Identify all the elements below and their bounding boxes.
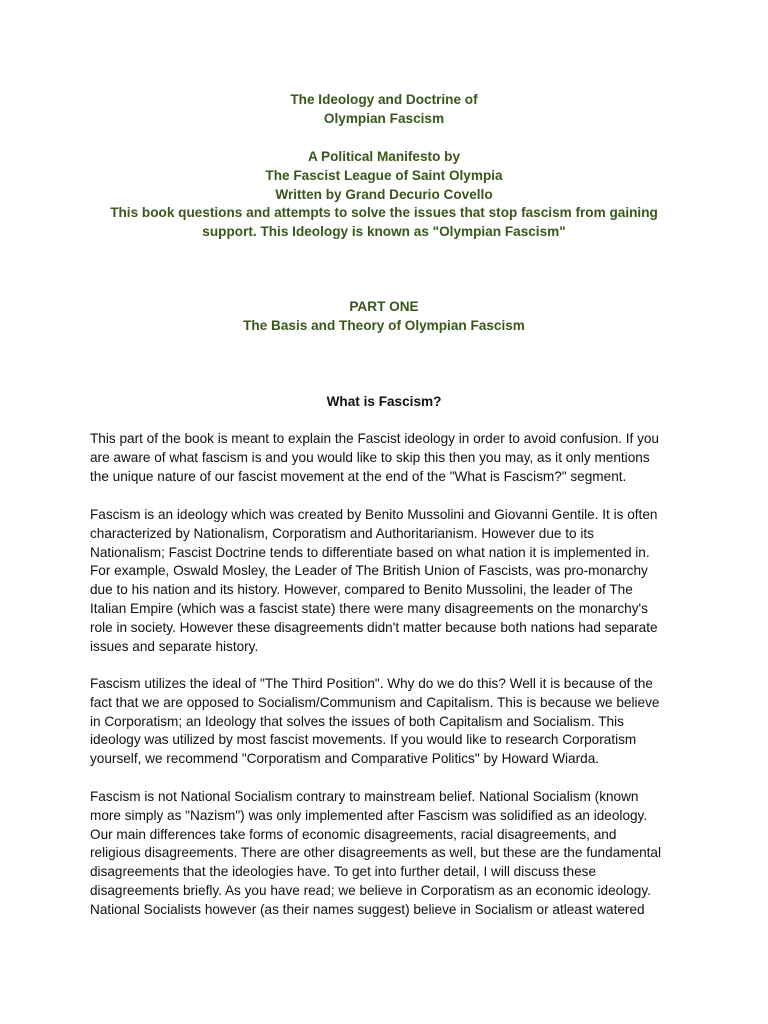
title-line-2: Olympian Fascism xyxy=(323,110,445,126)
paragraph-line: yourself, we recommend "Corporatism and Comparative Politics" by Howard Wiarda. xyxy=(90,751,600,767)
paragraph-line: Fascism is an ideology which was created by Benito Mussolini and Giovanni Gentile. It is often xyxy=(90,507,658,522)
document-subtitle xyxy=(0,148,768,242)
document-title xyxy=(0,91,768,129)
paragraph-line: Fascism utilizes the ideal of "The Third Position". Why do we do this? Well it is because of the xyxy=(90,676,653,691)
subtitle-line-2: The Fascist League of Saint Olympia xyxy=(265,167,503,183)
paragraph-line: National Socialists however (as their names suggest) believe in Socialism or atleast watered xyxy=(90,901,645,917)
paragraph-1 xyxy=(90,430,680,486)
paragraph-line: issues and separate history. xyxy=(90,638,259,654)
paragraph-line: For example, Oswald Mosley, the Leader of The British Union of Fascists, was pro-monarchy xyxy=(90,563,648,579)
title-line-1: The Ideology and Doctrine of xyxy=(290,92,478,107)
paragraph-line: ideology was utilized by most fascist movements. If you would like to research Corporatism xyxy=(90,732,637,748)
paragraph-line: in Corporatism; an Ideology that solves the issues of both Capitalism and Socialism. This xyxy=(90,713,624,729)
section-heading-text: What is Fascism? xyxy=(326,394,442,409)
paragraph-line: more simply as "Nazism") was only implemented after Fascism was solidified as an ideology. xyxy=(90,807,648,823)
part-label: PART ONE xyxy=(349,299,419,314)
paragraph-3 xyxy=(90,675,680,769)
subtitle-line-5: support. This Ideology is known as "Olympian Fascism" xyxy=(202,224,566,240)
paragraph-4 xyxy=(90,788,680,920)
section-heading xyxy=(0,393,768,412)
paragraph-line: disagreements briefly. As you have read; we believe in Corporatism as an economic ideology. xyxy=(90,882,651,898)
paragraph-line: the unique nature of our fascist movement at the end of the "What is Fascism?" segment. xyxy=(90,468,627,484)
paragraph-line: disagreements that the ideologies have. To get into further detail, I will discuss these xyxy=(90,864,597,880)
paragraph-line: role in society. However these disagreements didn't matter because both nations had separate xyxy=(90,619,658,635)
subtitle-line-3: Written by Grand Decurio Covello xyxy=(275,186,493,202)
paragraph-line: Nationalism; Fascist Doctrine tends to differentiate based on what nation it is implemented in. xyxy=(90,544,650,560)
paragraph-line: due to his nation and its history. However, compared to Benito Mussolini, the leader of The xyxy=(90,582,633,598)
paragraph-line: are aware of what fascism is and you would like to skip this then you may, as it only mentions xyxy=(90,449,650,465)
paragraph-line: Italian Empire (which was a fascist state) there were many disagreements on the monarchy's xyxy=(90,600,648,616)
paragraph-2 xyxy=(90,506,680,656)
part-heading xyxy=(0,298,768,336)
paragraph-line: Fascism is not National Socialism contrary to mainstream belief. National Socialism (known xyxy=(90,789,639,804)
paragraph-line: Our main differences take forms of economic disagreements, racial disagreements, and xyxy=(90,826,617,842)
subtitle-line-1: A Political Manifesto by xyxy=(307,149,461,164)
subtitle-line-4: This book questions and attempts to solve the issues that stop fascism from gaining xyxy=(110,205,658,221)
part-title: The Basis and Theory of Olympian Fascism xyxy=(243,317,525,333)
paragraph-line: This part of the book is meant to explain the Fascist ideology in order to avoid confusion. If you xyxy=(90,431,659,446)
paragraph-line: fact that we are opposed to Socialism/Communism and Capitalism. This is because we believe xyxy=(90,694,660,710)
paragraph-line: religious disagreements. There are other disagreements as well, but these are the fundamental xyxy=(90,845,662,861)
paragraph-line: characterized by Nationalism, Corporatism and Authoritarianism. However due to its xyxy=(90,525,594,541)
